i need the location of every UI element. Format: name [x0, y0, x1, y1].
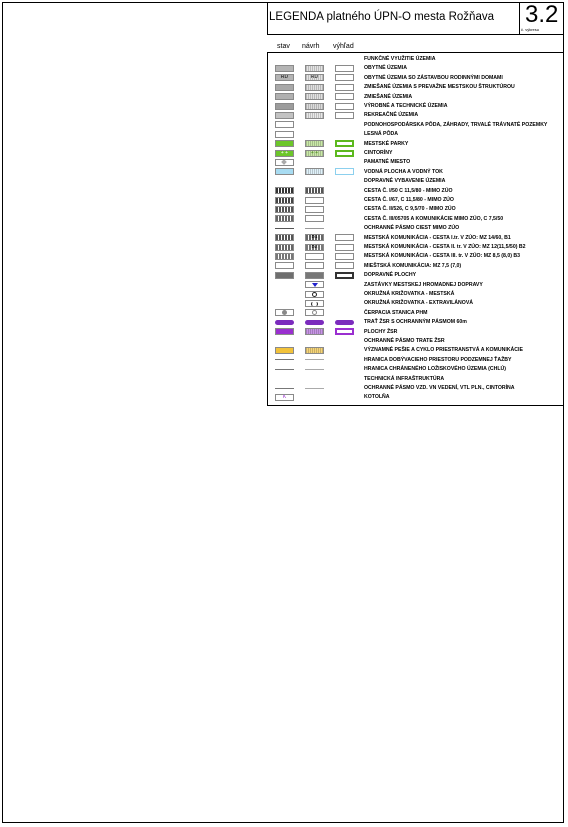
legend-label: MESTSKÉ PARKY: [364, 140, 409, 147]
legend-label: REKREAČNÉ ÚZEMIA: [364, 112, 419, 119]
legend-label: PAMATNÉ MIESTO: [364, 159, 411, 166]
swatch-stav: [275, 159, 294, 166]
swatch-navrh: [305, 320, 324, 325]
legend-label: FUNKČNÉ VYUŽITIE ÚZEMIA: [364, 56, 436, 62]
swatch-navrh: [305, 347, 324, 354]
swatch-vyhlad: [335, 65, 354, 72]
swatch-vyhlad: [335, 112, 354, 119]
swatch-navrh: [305, 309, 324, 316]
legend-table: [267, 52, 564, 406]
swatch-vyhlad: [335, 234, 354, 241]
swatch-navrh: [305, 215, 324, 222]
swatch-navrh: [305, 112, 324, 119]
swatch-navrh: [305, 366, 324, 373]
legend-label: OCHRANNÉ PÁSMO CIEST MIMO ZÚO: [364, 225, 460, 232]
swatch-stav: [275, 320, 294, 325]
swatch-stav: [275, 131, 294, 138]
swatch-vyhlad: [335, 328, 354, 335]
legend-label: VÝROBNÉ A TECHNICKÉ ÚZEMIA: [364, 103, 448, 109]
swatch-navrh: [305, 93, 324, 100]
swatch-vyhlad: [335, 320, 354, 325]
swatch-stav: [275, 93, 294, 100]
swatch-navrh: [305, 281, 324, 288]
legend-label: MIEŠTSKÁ KOMUNIKÁCIA: MZ 7,5 (7,0): [364, 262, 462, 269]
swatch-navrh: [305, 262, 324, 269]
swatch-vyhlad: [335, 244, 354, 251]
swatch-stav: [275, 234, 294, 241]
swatch-stav: [275, 168, 294, 175]
legend-label: OCHRANNÉ PÁSMO TRATE ŽSR: [364, 338, 445, 344]
legend-label: TRAŤ ŽSR S OCHRANNÝM PÁSMOM 60m: [364, 319, 467, 326]
swatch-stav: [275, 112, 294, 119]
swatch-stav: K: [275, 394, 294, 401]
legend-label: MESTSKÁ KOMUNIKÁCIA - CESTA III. tr. V ZÚO: MZ 8,5 (8,0) B3: [364, 253, 521, 260]
swatch-navrh: [305, 197, 324, 204]
legend-label: KOTOLŇA: [364, 394, 390, 401]
sheet-number: 3.2: [525, 1, 559, 28]
swatch-stav: [275, 215, 294, 222]
legend-label: HRANICA CHRÁNENÉHO LOŽISKOVÉHO ÚZEMIA (CHLÚ): [364, 366, 506, 373]
legend-label: VÝZNAMNÉ PEŠIE A CYKLO PRIESTRANSTVÁ A KOMUNIKÁCIE: [364, 347, 523, 354]
legend-label: VODNÁ PLOCHA A VODNÝ TOK: [364, 168, 443, 175]
swatch-navrh: [305, 356, 324, 363]
legend-label: CINTORÍNY: [364, 150, 393, 156]
swatch-navrh: [305, 291, 324, 298]
swatch-stav: RD: [275, 74, 294, 81]
legend-label: ZMIEŠANÉ ÚZEMIA: [364, 93, 413, 100]
swatch-navrh: B1: [305, 234, 324, 241]
swatch-stav: [275, 225, 294, 232]
legend-label: ZASTÁVKY MESTSKEJ HROMADNEJ DOPRAVY: [364, 281, 483, 288]
swatch-stav: [275, 356, 294, 363]
swatch-navrh: RD: [305, 74, 324, 81]
swatch-navrh: [305, 206, 324, 213]
swatch-stav: [275, 347, 294, 354]
swatch-vyhlad: [335, 262, 354, 269]
sheet-number-caption: č. výkresu: [521, 27, 540, 32]
swatch-navrh: [305, 328, 324, 335]
legend-label: LESNÁ PÔDA: [364, 131, 399, 138]
swatch-stav: + +: [275, 150, 294, 157]
swatch-vyhlad: [335, 150, 354, 157]
legend-label: TECHNICKÁ INFRAŠTRUKTÚRA: [364, 375, 445, 382]
swatch-stav: [275, 103, 294, 110]
swatch-navrh: B2: [305, 244, 324, 251]
column-header-stav: stav: [277, 43, 290, 50]
legend-label: OBYTNÉ ÚZEMIA SO ZÁSTAVBOU RODINNÝMI DOMAMI: [364, 74, 503, 81]
swatch-vyhlad: [335, 140, 354, 147]
swatch-stav: [275, 65, 294, 72]
swatch-navrh: [305, 103, 324, 110]
legend-label: CESTA Č. I/50 C 11,5/80 - MIMO ZÚO: [364, 187, 453, 194]
swatch-navrh: [305, 187, 324, 194]
swatch-stav: [275, 197, 294, 204]
legend-label: HRANICA DOBÝVACIEHO PRIESTORU PODZEMNEJ ŤAŽBY: [364, 356, 512, 363]
swatch-navrh: [305, 385, 324, 392]
swatch-stav: [275, 253, 294, 260]
legend-label: MESTSKÁ KOMUNIKÁCIA - CESTA II. tr. V ZÚO: MZ 12(11,5/50) B2: [364, 244, 526, 250]
legend-label: DOPRAVNÉ VYBAVENIE ÚZEMIA: [364, 178, 446, 185]
legend-title: LEGENDA platného ÚPN-O mesta Rožňava: [269, 11, 494, 23]
swatch-navrh: [305, 272, 324, 279]
legend-label: PODNOHOSPODÁRSKA PÔDA, ZÁHRADY, TRVALÉ TRÁVNATÉ POZEMKY: [364, 121, 548, 128]
swatch-stav: [275, 309, 294, 316]
swatch-vyhlad: [335, 103, 354, 110]
swatch-navrh: [305, 225, 324, 232]
column-header-navrh: návrh: [302, 43, 320, 50]
swatch-navrh: [305, 65, 324, 72]
swatch-stav: [275, 187, 294, 194]
legend-label: ČERPACIA STANICA PHM: [364, 309, 428, 316]
swatch-navrh: [305, 253, 324, 260]
legend-label: OBYTNÉ ÚZEMIA: [364, 65, 407, 72]
swatch-vyhlad: [335, 74, 354, 81]
swatch-stav: [275, 272, 294, 279]
legend-label: CESTA Č. I/67, C 11,5/80 - MIMO ZÚO: [364, 197, 454, 203]
swatch-stav: [275, 385, 294, 392]
swatch-navrh: + +: [305, 150, 324, 157]
legend-label: OKRUŽNÁ KRIŽOVATKA - EXTRAVILÁNOVÁ: [364, 300, 474, 307]
legend-label: ZMIEŠANÉ ÚZEMIA S PREVAŽNE MESTSKOU ŠTRUKTÚROU: [364, 84, 515, 91]
swatch-vyhlad: [335, 84, 354, 91]
legend-label: CESTA Č. II/526, C 9,5/70 - MIMO ZÚO: [364, 206, 456, 213]
legend-label: MESTSKÁ KOMUNIKÁCIA - CESTA I.tr. V ZÚO: MZ 14/60, B1: [364, 234, 511, 241]
swatch-stav: [275, 206, 294, 213]
legend-label: DOPRAVNÉ PLOCHY: [364, 272, 417, 279]
swatch-vyhlad: [335, 93, 354, 100]
swatch-vyhlad: [335, 272, 354, 279]
swatch-stav: [275, 140, 294, 147]
legend-label: OKRUŽNÁ KRIŽOVATKA - MESTSKÁ: [364, 291, 455, 297]
swatch-vyhlad: [335, 253, 354, 260]
swatch-stav: [275, 244, 294, 251]
swatch-vyhlad: [335, 168, 354, 175]
swatch-navrh: [305, 300, 324, 307]
swatch-stav: [275, 121, 294, 128]
swatch-navrh: [305, 84, 324, 91]
swatch-navrh: [305, 140, 324, 147]
legend-label: CESTA Č. III/05705 A KOMUNIKÁCIE MIMO ZÚO, C 7,5/50: [364, 215, 504, 222]
swatch-navrh: [305, 168, 324, 175]
legend-label: PLOCHY ŽSR: [364, 328, 398, 335]
swatch-stav: [275, 366, 294, 373]
swatch-stav: [275, 262, 294, 269]
swatch-stav: [275, 84, 294, 91]
swatch-stav: [275, 328, 294, 335]
column-header-vyhlad: výhľad: [333, 43, 354, 50]
legend-label: OCHRANNÉ PÁSMO VZD. VN VEDENÍ, VTL PLN., CINTORÍNA: [364, 385, 515, 391]
